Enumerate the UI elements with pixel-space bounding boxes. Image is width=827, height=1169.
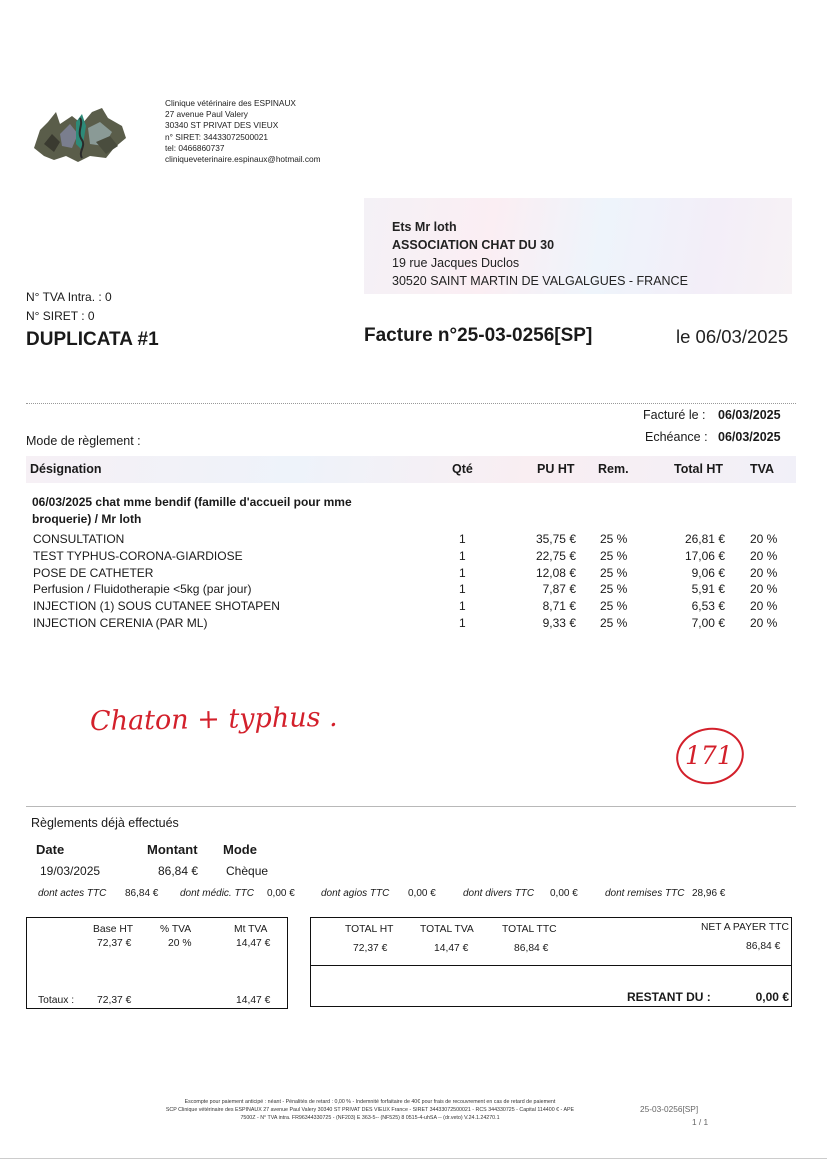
clinic-city: 30340 ST PRIVAT DES VIEUX	[165, 120, 279, 131]
echeance-value: 06/03/2025	[718, 430, 781, 444]
handwritten-number: 171	[685, 741, 733, 770]
recipient-line-2: ASSOCIATION CHAT DU 30	[392, 238, 555, 252]
client-siret: N° SIRET : 0	[26, 309, 95, 323]
handwritten-note: Chaton + typhus .	[89, 701, 338, 738]
footer-line-3: 7500Z - N° TVA intra. FR96344330725 - (NF203) E 363-5-- (NF525) 8 0515-4-uhSA -- (dr.veto) V.24.1.24270.1	[240, 1115, 500, 1121]
clinic-tel: tel: 0466860737	[165, 142, 225, 153]
row-rem: 25 %	[600, 616, 628, 630]
recipient-line-3: 19 rue Jacques Duclos	[392, 256, 520, 270]
facture-le-value: 06/03/2025	[718, 408, 781, 422]
summary-actes-label: dont actes TTC	[38, 888, 107, 899]
row-tva: 20 %	[750, 532, 778, 546]
facture-le-label: Facturé le :	[643, 408, 706, 422]
summary-divers-value: 0,00 €	[550, 888, 578, 899]
row-designation: CONSULTATION	[33, 532, 125, 546]
summary-medic	[180, 888, 254, 899]
echeance-label: Echéance :	[645, 430, 708, 444]
summary-divers-label: dont divers TTC	[463, 888, 535, 899]
clinic-logo	[30, 104, 130, 166]
row-designation: TEST TYPHUS-CORONA-GIARDIOSE	[33, 549, 243, 563]
row-qte: 1	[459, 549, 466, 563]
restant-du-label: RESTANT DU :	[627, 990, 711, 1004]
summary-agios	[321, 888, 389, 899]
row-rem: 25 %	[600, 582, 628, 596]
row-total: 9,06 €	[691, 566, 725, 580]
row-pu: 8,71 €	[542, 599, 576, 613]
row-designation: INJECTION (1) SOUS CUTANEE SHOTAPEN	[33, 599, 280, 613]
row-qte: 1	[459, 616, 466, 630]
row-pu: 35,75 €	[535, 532, 576, 546]
summary-remises-label: dont remises TTC	[605, 888, 685, 899]
reglement-montant: 86,84 €	[158, 864, 199, 878]
row-qte: 1	[459, 532, 466, 546]
client-tva-intra: N° TVA Intra. : 0	[26, 290, 112, 304]
row-pu: 22,75 €	[535, 549, 576, 563]
clinic-name: Clinique vétérinaire des ESPINAUX	[165, 98, 296, 108]
total-ht-label: TOTAL HT	[345, 924, 394, 935]
summary-actes	[38, 888, 106, 899]
invoice-number: Facture n°25-03-0256[SP]	[364, 325, 593, 346]
header-designation: Désignation	[30, 462, 102, 476]
vat-totaux-label: Totaux :	[38, 995, 75, 1006]
clinic-siret: n° SIRET: 34433072500021	[165, 131, 268, 142]
row-total: 7,00 €	[691, 616, 725, 630]
row-pu: 12,08 €	[535, 566, 576, 580]
row-qte: 1	[459, 599, 466, 613]
reglements-title: Règlements déjà effectués	[31, 816, 179, 830]
header-total-ht: Total HT	[674, 462, 724, 476]
summary-agios-value: 0,00 €	[408, 888, 436, 899]
separator	[26, 403, 796, 404]
totals-box-divider	[310, 965, 792, 966]
row-tva: 20 %	[750, 549, 778, 563]
mode-reglement-label: Mode de règlement :	[26, 434, 141, 448]
header-tva: TVA	[750, 462, 775, 476]
page-number: 1 / 1	[692, 1117, 709, 1127]
header-qte: Qté	[452, 462, 473, 476]
reglements-header-montant: Montant	[147, 842, 198, 857]
row-total: 6,53 €	[691, 599, 725, 613]
vat-base-ht: 72,37 €	[97, 938, 132, 949]
vat-mt-label: Mt TVA	[234, 924, 268, 935]
header-rem: Rem.	[598, 462, 629, 476]
row-total: 17,06 €	[684, 549, 725, 563]
clinic-email: cliniqueveterinaire.espinaux@hotmail.com	[165, 154, 321, 165]
summary-medic-value: 0,00 €	[267, 888, 295, 899]
vat-mt: 14,47 €	[236, 938, 271, 949]
row-designation: Perfusion / Fluidotherapie <5kg (par jour)	[33, 582, 252, 596]
row-rem: 25 %	[600, 532, 628, 546]
summary-agios-label: dont agios TTC	[321, 888, 390, 899]
net-a-payer: 86,84 €	[746, 941, 781, 952]
reglement-mode: Chèque	[226, 864, 269, 878]
footer-line-2: SCP Clinique vétérinaire des ESPINAUX 27 avenue Paul Valery 30340 ST PRIVAT DES VIEUX France - SIRET 34433072500021 - RCS 344330725 - Capital 114400 € - APE	[165, 1107, 575, 1113]
row-designation: INJECTION CERENIA (PAR ML)	[33, 616, 208, 630]
row-rem: 25 %	[600, 566, 628, 580]
summary-divers	[463, 888, 534, 899]
recipient-address	[392, 218, 688, 290]
row-total: 5,91 €	[691, 582, 725, 596]
reglements-header-date: Date	[36, 842, 65, 857]
row-designation: POSE DE CATHETER	[33, 566, 154, 580]
duplicata-label: DUPLICATA #1	[26, 329, 159, 350]
row-pu: 7,87 €	[542, 582, 576, 596]
row-qte: 1	[459, 582, 466, 596]
total-ttc-label: TOTAL TTC	[502, 924, 557, 935]
vat-totaux-base: 72,37 €	[97, 995, 132, 1006]
recipient-line-4: 30520 SAINT MARTIN DE VALGALGUES - FRANCE	[392, 274, 688, 288]
footer-line-1: Escompte pour paiement anticipé : néant - Pénalités de retard : 0,00 % - Indemnité forfaitaire de 40€ pour frais de recouvrement en cas de retard de paiement	[184, 1099, 556, 1105]
total-tva: 14,47 €	[434, 943, 469, 954]
summary-remises-value: 28,96 €	[692, 888, 726, 899]
page-edge	[0, 1158, 827, 1159]
clinic-info	[165, 98, 321, 165]
header-pu-ht: PU HT	[537, 462, 575, 476]
total-ttc: 86,84 €	[514, 943, 549, 954]
recipient-line-1: Ets Mr loth	[392, 220, 457, 234]
restant-du-value: 0,00 €	[755, 990, 789, 1004]
reglement-date: 19/03/2025	[40, 864, 101, 878]
net-a-payer-label: NET A PAYER TTC	[701, 922, 789, 933]
footer-legal	[110, 1098, 630, 1122]
row-tva: 20 %	[750, 599, 778, 613]
vat-base-ht-label: Base HT	[93, 924, 134, 935]
summary-medic-label: dont médic. TTC	[180, 888, 254, 899]
row-qte: 1	[459, 566, 466, 580]
invoice-date: le 06/03/2025	[676, 326, 789, 347]
vat-pct: 20 %	[168, 938, 192, 949]
row-pu: 9,33 €	[542, 616, 576, 630]
footer-invoice-ref: 25-03-0256[SP]	[640, 1104, 699, 1114]
row-tva: 20 %	[750, 582, 778, 596]
total-tva-label: TOTAL TVA	[420, 924, 474, 935]
clinic-address: 27 avenue Paul Valery	[165, 109, 248, 120]
consultation-title: 06/03/2025 chat mme bendif (famille d'accueil pour mme broquerie) / Mr loth	[32, 495, 352, 526]
row-tva: 20 %	[750, 566, 778, 580]
summary-actes-value: 86,84 €	[125, 888, 159, 899]
row-rem: 25 %	[600, 599, 628, 613]
summary-remises	[605, 888, 684, 899]
vat-pct-label: % TVA	[160, 924, 192, 935]
row-total: 26,81 €	[684, 532, 725, 546]
vat-totaux-tva: 14,47 €	[236, 995, 271, 1006]
separator	[26, 806, 796, 807]
total-ht: 72,37 €	[353, 943, 388, 954]
reglements-header-mode: Mode	[223, 842, 257, 857]
row-rem: 25 %	[600, 549, 628, 563]
row-tva: 20 %	[750, 616, 778, 630]
